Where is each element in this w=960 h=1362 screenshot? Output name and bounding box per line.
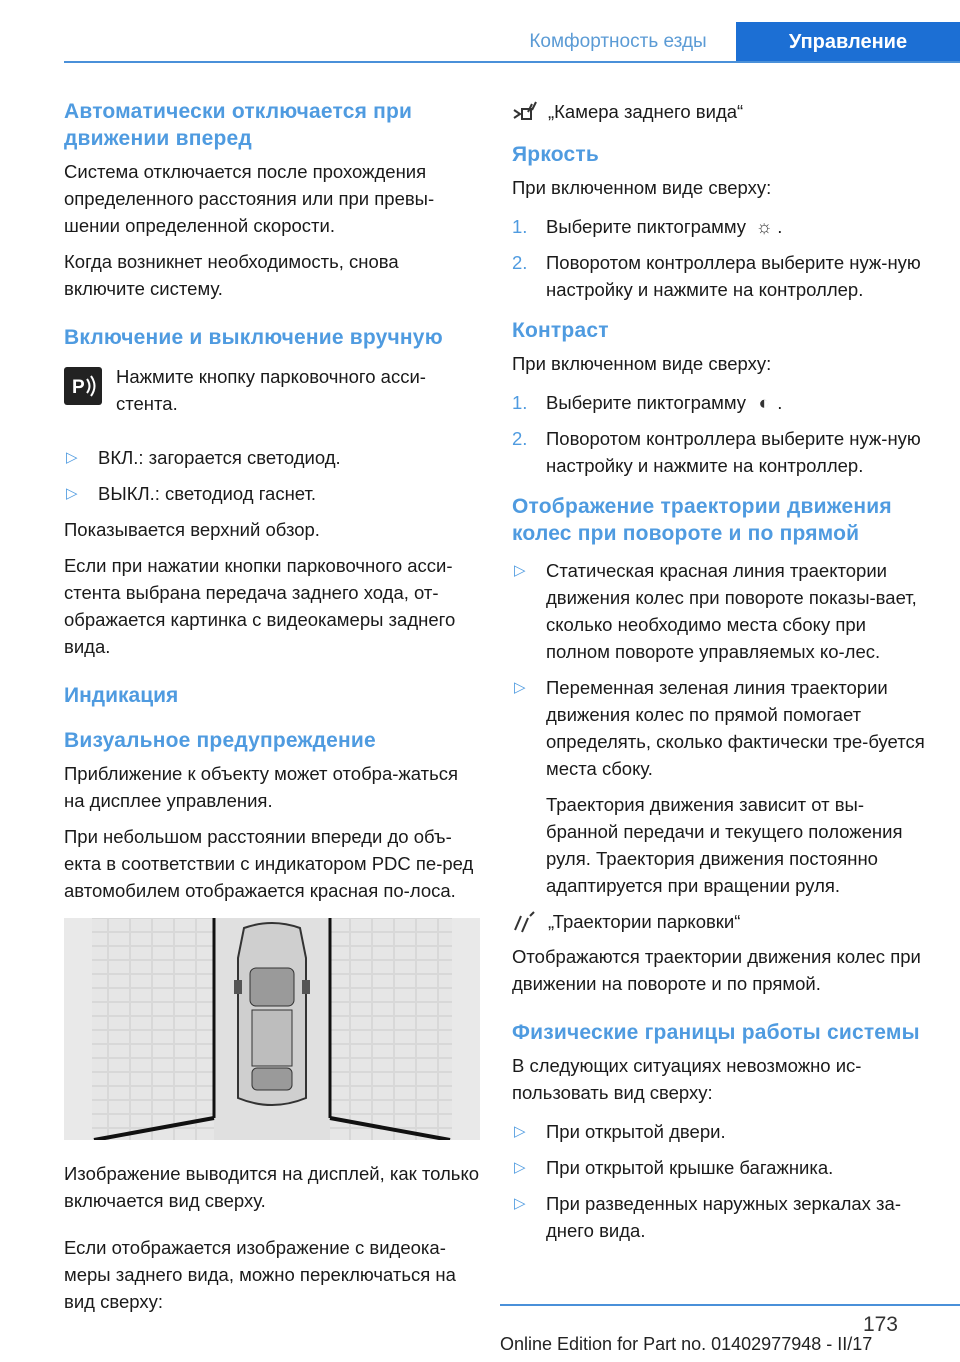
list-item: 2. Поворотом контроллера выберите нуж-ную настройку и нажмите на контроллер.: [512, 428, 921, 476]
camera-option-label: „Камера заднего вида“: [548, 101, 744, 122]
footer-edition: Online Edition for Part no. 01402977948 - II/17: [500, 1334, 873, 1354]
heading-display: Индикация: [64, 684, 179, 707]
paragraph-limits: В следующих ситуациях невозможно ис-пользовать вид сверху:: [512, 1055, 862, 1103]
press-button-row: [64, 363, 482, 426]
top-view-parking-image: [64, 918, 480, 1140]
camera-option-row: [512, 98, 932, 125]
trajectory-list: [512, 557, 932, 899]
paragraph-image-caption: Изображение выводится на дисплей, как только включается вид сверху.: [64, 1163, 480, 1211]
header-chapter-tab: Управление: [736, 22, 960, 63]
header-divider: [64, 61, 960, 63]
triangle-bullet-icon: ▷: [514, 1159, 526, 1176]
svg-text:P: P: [72, 377, 85, 398]
paragraph-auto-off-2: Когда возникнет необходимость, снова включите систему.: [64, 251, 399, 299]
trajectory-extra-note: Траектория движения зависит от вы-бранной передачи и текущего положения руля. Траектория движения постоянно адаптируется при вращении руля.: [546, 794, 903, 896]
contrast-steps: [512, 389, 932, 479]
triangle-bullet-icon: ▷: [66, 449, 78, 466]
list-item: ▷ Переменная зеленая линия траектории движения колес по прямой помогает определять, сколько фактически тре-буется места сбоку. Траектория движения зависит от вы-бранной передачи и текущего положения руля. Траектория движения постоянно адаптируется при вращении руля.: [512, 674, 932, 899]
list-item: ▷ При открытой двери.: [512, 1118, 932, 1145]
onoff-list: [64, 444, 482, 507]
heading-contrast: Контраст: [512, 319, 609, 342]
parking-lines-icon: [512, 910, 538, 934]
page-number: 173: [862, 1313, 898, 1336]
rear-camera-icon: [512, 100, 538, 124]
list-item: ▷ ВКЛ.: загорается светодиод.: [64, 444, 482, 471]
paragraph-auto-off-1: Система отключается после прохождения определенного расстояния или при превы-шении определенной скорости.: [64, 161, 435, 236]
limits-list: [512, 1118, 932, 1244]
header-section-title: Комфортность езды: [529, 31, 707, 52]
footer-divider: [500, 1304, 960, 1306]
list-item: 1. Выберите пиктограмму ☼ .: [512, 213, 932, 240]
list-item: 1. Выберите пиктограмму ◐ .: [512, 389, 932, 416]
list-item: ▷ При разведенных наружных зеркалах за-днего вида.: [512, 1190, 932, 1244]
paragraph-visual-2: При небольшом расстоянии впереди до объ-екта в соответствии с индикатором PDC пе-ред автомобилем отображается красная по-лоса.: [64, 826, 474, 901]
heading-system-limits: Физические границы работы системы: [512, 1021, 920, 1044]
parking-lines-label: „Траектории парковки“: [548, 911, 741, 932]
triangle-bullet-icon: ▷: [514, 679, 526, 696]
list-item: ▷ При открытой крышке багажника.: [512, 1154, 932, 1181]
paragraph-switch-view: Если отображается изображение с видеока-меры заднего вида, можно переключаться на вид сверху:: [64, 1237, 456, 1312]
brightness-steps: [512, 213, 932, 303]
heading-visual-warning: Визуальное предупреждение: [64, 729, 376, 752]
contrast-icon: ◐: [758, 392, 770, 413]
brightness-icon: ☼: [755, 216, 773, 237]
paragraph-contrast: При включенном виде сверху:: [512, 353, 772, 374]
paragraph-top-view: Показывается верхний обзор.: [64, 519, 320, 540]
heading-trajectory: Отображение траектории движения колес при повороте и по прямой: [512, 495, 892, 545]
paragraph-visual-1: Приближение к объекту может отобра-жаться на дисплее управления.: [64, 763, 459, 811]
list-item: ▷ ВЫКЛ.: светодиод гаснет.: [64, 480, 482, 507]
heading-auto-off: Автоматически отключается при движении вперед: [64, 100, 413, 150]
heading-manual-toggle: Включение и выключение вручную: [64, 326, 443, 349]
parking-assist-icon: [64, 367, 102, 405]
list-item: 2. Поворотом контроллера выберите нуж-ную настройку и нажмите на контроллер.: [512, 252, 921, 300]
paragraph-brightness: При включенном виде сверху:: [512, 177, 772, 198]
parking-lines-option-row: [512, 908, 932, 935]
list-item: ▷ Статическая красная линия траектории движения колес при повороте показы-вает, сколько необходимо места сбоку при полном повороте управляемых ко-лес.: [512, 557, 932, 665]
triangle-bullet-icon: ▷: [514, 562, 526, 579]
paragraph-parking-lines: Отображаются траектории движения колес при движении на повороте и по прямой.: [512, 946, 921, 994]
right-column: [512, 98, 932, 1253]
paragraph-reverse: Если при нажатии кнопки парковочного асси-стента выбрана передача заднего хода, от-ображается картинка с видеокамеры заднего вида.: [64, 555, 456, 657]
triangle-bullet-icon: ▷: [514, 1123, 526, 1140]
left-column: [64, 98, 482, 1324]
paragraph-press-button: Нажмите кнопку парковочного асси-стента.: [116, 366, 426, 414]
heading-brightness: Яркость: [512, 143, 599, 166]
triangle-bullet-icon: ▷: [66, 485, 78, 502]
triangle-bullet-icon: ▷: [514, 1195, 526, 1212]
